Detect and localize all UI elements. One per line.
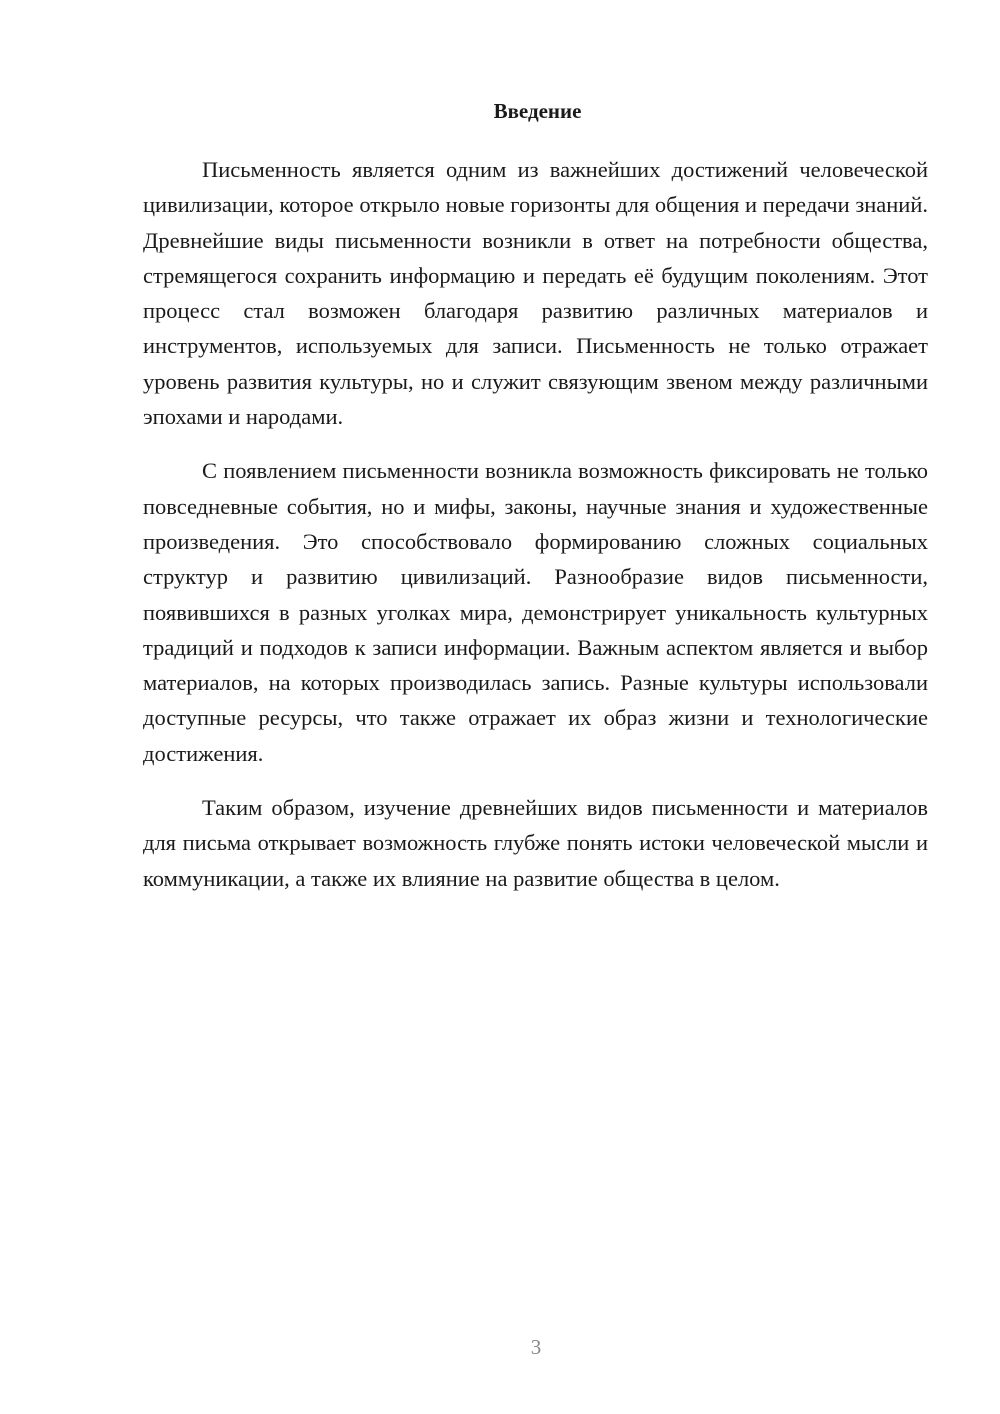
paragraph-1: Письменность является одним из важнейших достижений человеческой цивилизации, которое открыло новые горизонты для общения и передачи знаний. Древнейшие виды письменности возникли в ответ на потребности общества, стремящегося сохранить информацию и передать её будущим поколениям. Этот процесс стал возможен благодаря развитию различных материалов и инструментов, используемых для записи. Письменность не только отражает уровень развития культуры, но и служит связующим звеном между различными эпохами и народами. xyxy=(143,157,928,430)
section-title: Введение xyxy=(493,99,582,123)
paragraph-2: С появлением письменности возникла возможность фиксировать не только повседневные события, но и мифы, законы, научные знания и художественные произведения. Это способствовало формированию сложных социальных структур и развитию цивилизаций. Разнообразие видов письменности, появившихся в разных уголках мира, демонстрирует уникальность культурных традиций и подходов к записи информации. Важным аспектом является и выбор материалов, на которых производилась запись. Разные культуры использовали доступные ресурсы, что также отражает их образ жизни и технологические достижения. xyxy=(143,458,928,766)
page-content xyxy=(143,96,928,896)
page-number: 3 xyxy=(530,1335,542,1359)
paragraph-3: Таким образом, изучение древнейших видов письменности и материалов для письма открывает возможность глубже понять истоки человеческой мысли и коммуникации, а также их влияние на развитие общества в целом. xyxy=(143,795,928,891)
